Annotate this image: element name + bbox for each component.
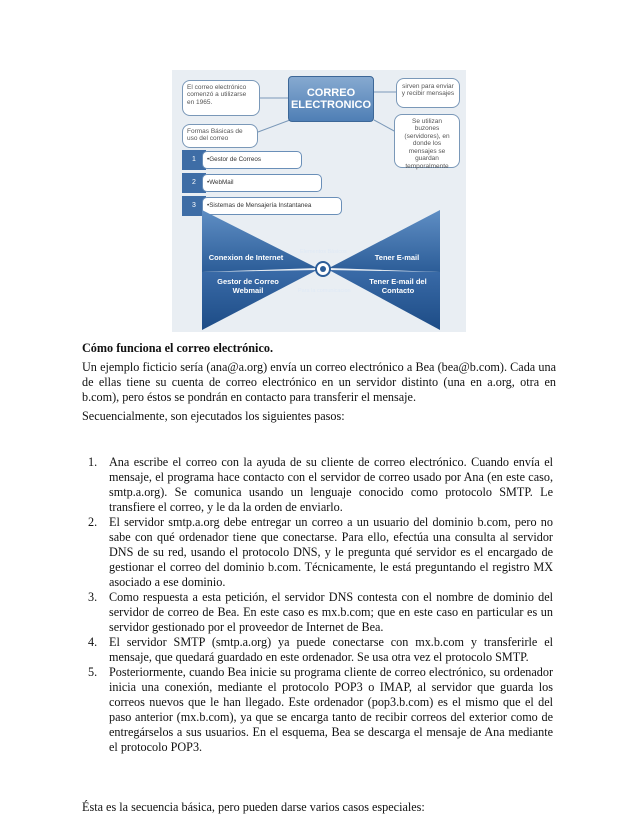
contact-email-label (358, 277, 438, 295)
list-item-instant-messaging: •Sistemas de Mensajería Instantanea (202, 197, 342, 215)
history-box: El correo electrónico comenzó a utilizarse en 1965. (182, 80, 260, 116)
email-concept-diagram (172, 70, 466, 332)
step-item (88, 455, 553, 515)
basic-elements-label: Elementos Básicos (300, 249, 347, 255)
contact-line1: Tener E-mail del (369, 277, 427, 286)
internet-connection-label: Conexion de Internet (208, 253, 284, 262)
intro-paragraph: Un ejemplo ficticio sería (ana@a.org) envía un correo electrónico a Bea (bea@b.com). Cada una de ellas tiene su cuenta de correo electrónico en un servidor distinto (una en a.org, otra en b.com), pero éstos se pondrán en contacto para transferir el mensaje. (82, 360, 556, 405)
email-title-box (288, 76, 374, 122)
cone-top-left (202, 210, 317, 272)
list-number-3: 3 (182, 196, 206, 216)
steps-list (88, 455, 553, 755)
step-number: 4. (88, 635, 98, 649)
step-text: El servidor SMTP (smtp.a.org) ya puede conectarse con mx.b.com y transferirle el mensaje, que quedará guardado en este ordenador. Se usa otra vez el protocolo SMTP. (109, 635, 553, 664)
center-title-line2: ELECTRONICO (290, 99, 372, 111)
step-number: 3. (88, 590, 98, 604)
step-item (88, 515, 553, 590)
cone-top-right (329, 210, 440, 272)
closing-paragraph: Ésta es la secuencia básica, pero pueden darse varios casos especiales: (82, 800, 425, 814)
step-text: Como respuesta a esta petición, el servidor DNS contesta con el nombre de dominio del servidor de correo de Bea. En este caso es mx.b.com; que en este caso en particular es un servidor gestionado por el proveedor de Internet de Bea. (109, 590, 553, 634)
step-item (88, 590, 553, 635)
servers-box: Se utilizan buzones (servidores), en donde los mensajes se guardan temporalmente (394, 114, 460, 168)
step-number: 5. (88, 665, 98, 679)
webmail-client-label (208, 277, 288, 295)
list-number-2: 2 (182, 173, 206, 193)
step-number: 1. (88, 455, 98, 469)
webmail-line2: Webmail (232, 286, 264, 295)
webmail-line1: Gestor de Correo (217, 277, 279, 286)
for-communication-label: Para la comunicacion (298, 288, 351, 294)
have-email-label: Tener E-mail (374, 253, 420, 262)
sequence-intro: Secuencialmente, son ejecutados los siguientes pasos: (82, 409, 345, 423)
contact-line2: Contacto (381, 286, 415, 295)
basic-elements-cones (172, 204, 466, 332)
section-title: Cómo funciona el correo electrónico. (82, 341, 273, 355)
list-item-webmail: •WebMail (202, 174, 322, 192)
list-number-1: 1 (182, 150, 206, 170)
step-text: Posteriormente, cuando Bea inicie su programa cliente de correo electrónico, su ordenador inicia una conexión, mediante el protocolo POP3 o IMAP, al servidor que guarda los correos nuevos que le han llegado. Este ordenador (pop3.b.com) es el mismo que el del paso anterior (mx.b.com), ya que se encarga tanto de recibir correos del exterior como de entregárselos a sus usuarios. En el esquema, Bea se descarga el mensaje de Ana mediante el protocolo POP3. (109, 665, 553, 754)
step-item (88, 665, 553, 755)
step-text: Ana escribe el correo con la ayuda de su cliente de correo electrónico. Cuando envía el mensaje, el programa hace contacto con el servidor de correo usado por Ana (en este caso, smtp.a.org). Se comunica usando un lenguaje conocido como protocolo SMTP. Le transfiere el correo, y le da la orden de enviarlo. (109, 455, 553, 514)
list-item-email-client: •Gestor de Correos (202, 151, 302, 169)
send-receive-box: sirven para enviar y recibir mensajes (396, 78, 460, 108)
step-text: El servidor smtp.a.org debe entregar un correo a un usuario del dominio b.com, pero no sabe con qué ordenador tiene que conectarse. Para ello, efectúa una consulta al servidor DNS de su red, usando el protocolo DNS, y le pregunta qué servidor es el encargado de gestionar el correo del dominio b.com. Técnicamente, le está preguntando el registro MX asociado a ese dominio. (109, 515, 553, 589)
center-title-line1: CORREO (306, 87, 356, 99)
step-number: 2. (88, 515, 98, 529)
step-item (88, 635, 553, 665)
basic-forms-box: Formas Básicas de uso del correo (182, 124, 258, 148)
